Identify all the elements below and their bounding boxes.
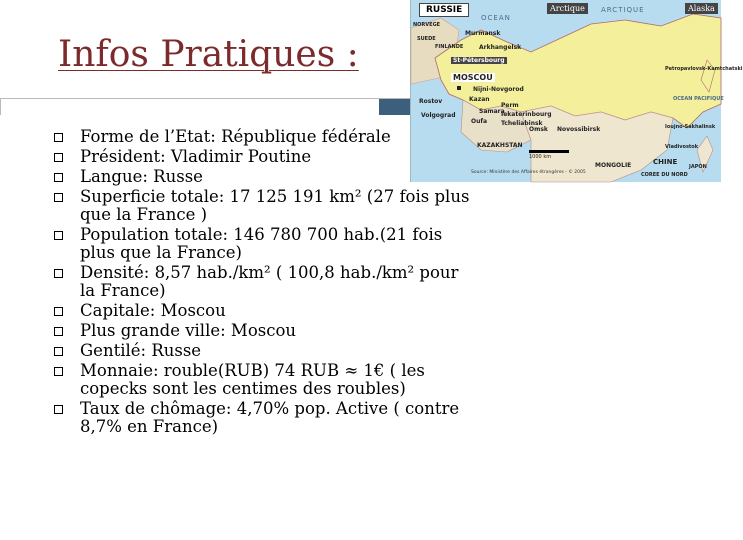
list-item [54, 226, 474, 262]
list-item [54, 188, 474, 224]
map-credit: Source: Ministère des Affaires étrangères - © 2005 [471, 170, 586, 175]
square-bullet-icon [54, 347, 63, 356]
accent-bar [379, 99, 411, 115]
fact-text: Langue: Russe [80, 167, 203, 186]
map-label-petropavlovsk: Petropavlovsk-Kamtchatski [665, 66, 743, 72]
map-label-murmansk: Murmansk [465, 30, 501, 37]
square-bullet-icon [54, 327, 63, 336]
map-label-pacifique: OCEAN PACIFIQUE [673, 96, 724, 102]
map-label-samara: Samara [479, 108, 505, 115]
map-label-nijni: Nijni-Novgorod [473, 86, 524, 93]
map-label-moscou: MOSCOU [453, 73, 493, 82]
title-divider [0, 98, 411, 115]
map-label-vladivostok: Vladivostok [665, 144, 699, 150]
map-label-kazakhstan: KAZAKHSTAN [477, 142, 523, 149]
list-item [54, 322, 474, 340]
list-item [54, 168, 474, 186]
map-scale-bar [529, 150, 569, 153]
map-label-omsk: Omsk [529, 126, 548, 133]
map-label-suede: SUEDE [417, 36, 436, 42]
map-city-dot-moscou [457, 86, 461, 90]
map-label-chine: CHINE [653, 158, 678, 166]
fact-text: Superficie totale: 17 125 191 km² (27 fois plus que la France ) [80, 187, 470, 224]
map-scale-label: 1000 km [529, 154, 552, 160]
square-bullet-icon [54, 153, 63, 162]
map-label-mongolie: MONGOLIE [595, 162, 632, 169]
list-item [54, 148, 474, 166]
fact-text: Forme de l’Etat: République fédérale [80, 127, 391, 146]
list-item [54, 342, 474, 360]
map-label-novossibirsk: Novossibirsk [557, 126, 601, 133]
list-item [54, 302, 474, 320]
map-badge-arctique: Arctique [547, 3, 588, 14]
map-label-st-petersbourg: St-Pétersbourg [453, 57, 505, 64]
map-label-norvege: NORVEGE [413, 22, 441, 28]
map-label-perm: Perm [501, 102, 519, 109]
map-label-rostov: Rostov [419, 98, 443, 105]
fact-text: Population totale: 146 780 700 hab.(21 fois plus que la France) [80, 225, 443, 262]
map-label-iekaterinbourg: Iekaterinbourg [501, 111, 552, 118]
square-bullet-icon [54, 193, 63, 202]
fact-text: Plus grande ville: Moscou [80, 321, 297, 340]
map-label-coree: COREE DU NORD [641, 172, 688, 178]
map-label-kazan: Kazan [469, 96, 490, 103]
list-item [54, 400, 474, 436]
map-badge-alaska: Alaska [685, 3, 718, 14]
square-bullet-icon [54, 367, 63, 376]
map-label-arkhangelsk: Arkhangelsk [479, 44, 522, 51]
square-bullet-icon [54, 269, 63, 278]
map-label-oufa: Oufa [471, 118, 488, 125]
map-label-ocean: OCEAN [481, 14, 511, 22]
map-label-tcheliabinsk: Tcheliabinsk [501, 120, 543, 127]
fact-text: Président: Vladimir Poutine [80, 147, 312, 166]
fact-text: Monnaie: rouble(RUB) 74 RUB ≈ 1€ ( les copecks sont les centimes des roubles) [80, 361, 425, 398]
list-item [54, 264, 474, 300]
square-bullet-icon [54, 405, 63, 414]
map-label-arctique: ARCTIQUE [601, 6, 645, 14]
list-item [54, 362, 474, 398]
square-bullet-icon [54, 173, 63, 182]
list-item [54, 128, 474, 146]
fact-text: Capitale: Moscou [80, 301, 226, 320]
fact-text: Gentilé: Russe [80, 341, 202, 360]
square-bullet-icon [54, 133, 63, 142]
square-bullet-icon [54, 231, 63, 240]
square-bullet-icon [54, 307, 63, 316]
map-title: RUSSIE [419, 3, 469, 17]
map-label-japon: JAPON [689, 164, 707, 170]
slide-title: Infos Pratiques : [58, 34, 359, 75]
fact-text: Densité: 8,57 hab./km² ( 100,8 hab./km² pour la France) [80, 263, 459, 300]
map-label-ioujno: Ioujno-Sakhalinsk [665, 124, 716, 130]
facts-list [54, 128, 474, 438]
map-label-volgograd: Volgograd [421, 112, 456, 119]
fact-text: Taux de chômage: 4,70% pop. Active ( contre 8,7% en France) [80, 399, 460, 436]
map-label-finlande: FINLANDE [435, 44, 464, 50]
